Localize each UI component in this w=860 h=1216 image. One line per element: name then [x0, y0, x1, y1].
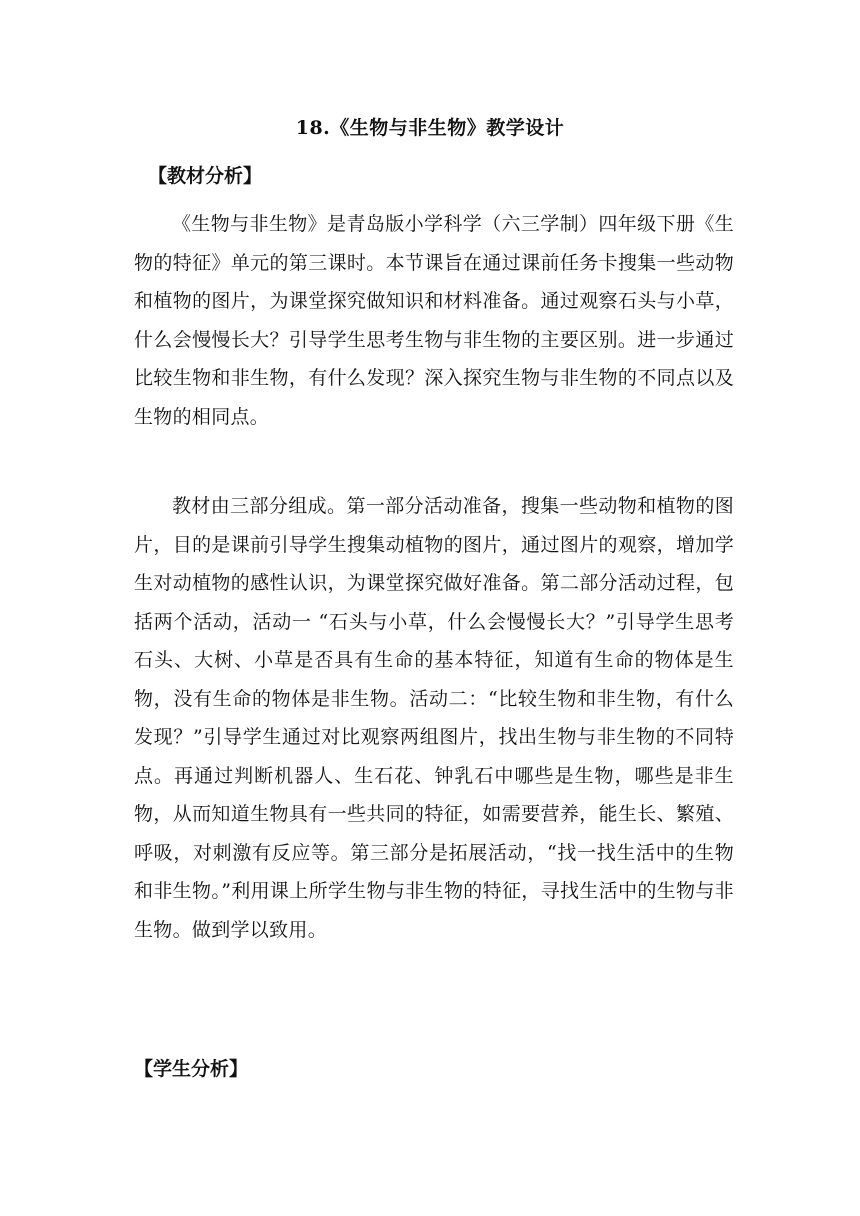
document-title: 18.《生物与非生物》教学设计 [295, 117, 565, 139]
section-heading-textbook-analysis: 【教材分析】 [148, 165, 263, 187]
paragraph-textbook-intro: 《生物与非生物》是青岛版小学科学（六三学制）四年级下册《生物的特征》单元的第三课时。本节课旨在通过课前任务卡搜集一些动物和植物的图片，为课堂探究做知识和材料准备。通过观察石头与小草，什么会慢慢长大？引导学生思考生物与非生物的主要区别。进一步通过比较生物和非生物，有什么发现？深入探究生物与非生物的不同点以及生物的相同点。 [134, 213, 734, 428]
section-heading-student-analysis: 【学生分析】 [134, 1058, 249, 1080]
paragraph-textbook-structure: 教材由三部分组成。第一部分活动准备，搜集一些动物和植物的图片，目的是课前引导学生搜集动植物的图片，通过图片的观察，增加学生对动植物的感性认识，为课堂探究做好准备。第二部分活动过程，包括两个活动，活动一 “石头与小草，什么会慢慢长大？”引导学生思考石头、大树、小草是否具有生命的基本特征，知道有生命的物体是生物，没有生命的物体是非生物。活动二：“比较生物和非生物，有什么发现？”引导学生通过对比观察两组图片，找出生物与非生物的不同特点。再通过判断机器人、生石花、钟乳石中哪些是生物，哪些是非生物，从而知道生物具有一些共同的特征，如需要营养，能生长、繁殖、呼吸，对刺激有反应等。第三部分是拓展活动，“找一找生活中的生物和非生物。”利用课上所学生物与非生物的特征，寻找生活中的生物与非生物。做到学以致用。 [134, 495, 734, 941]
